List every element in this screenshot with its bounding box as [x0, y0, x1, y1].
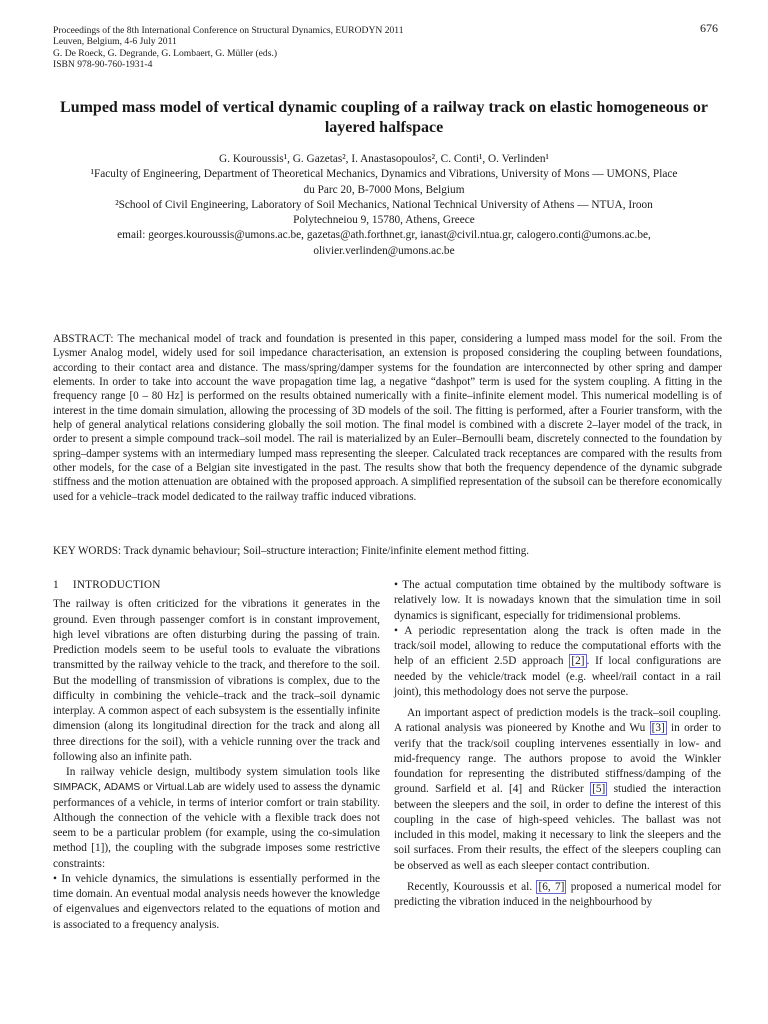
software-adams: ADAMS [104, 782, 141, 794]
paragraph-track-soil-coupling: An important aspect of prediction models is the track–soil coupling. A rational analysis was pioneered by Knothe and Wu [3] in order to verify that the track/soil coupling intervenes essentially in low- and mid-frequency range. The authors propose to avoid the Winkler foundation for representing the distributed stiffness/damping of the ground. Sarfield et al. [4] and Rücker [5] studied the interaction between the sleepers and the soil, in order to define the interest of this coupling in the case of high-speed vehicles. The ballast was not included in this model, making it necessary to link the sleepers and the soil surfaces. From their results, the effect of the sleepers coupling can be observed as well as each sleeper contact contribution. [394, 707, 721, 872]
author-names: G. Kouroussis¹, G. Gazetas², I. Anastasopoulos², C. Conti¹, O. Verlinden¹ [219, 153, 549, 165]
affiliation-1b: du Parc 20, B-7000 Mons, Belgium [303, 183, 465, 196]
header-line-1: Proceedings of the 8th International Conference on Structural Dynamics, EURODYN 2011 [53, 25, 404, 36]
affiliation-1a: ¹Faculty of Engineering, Department of Theoretical Mechanics, Dynamics and Vibrations, University of Mons — UMONS, Place [90, 168, 678, 181]
page-number: 676 [700, 21, 718, 35]
section-heading [53, 578, 380, 593]
citation-link-5[interactable]: [5] [592, 783, 606, 796]
software-virtuallab: Virtual.Lab [155, 782, 205, 794]
paragraph-recent-work: Recently, Kouroussis et al. [6, 7] proposed a numerical model for predicting the vibration induced in the neighbourhood by [394, 880, 721, 908]
right-column [394, 578, 721, 910]
keywords: KEY WORDS: Track dynamic behaviour; Soil–structure interaction; Finite/infinite element method fitting. [53, 545, 530, 557]
header-line-4: ISBN 978-90-760-1931-4 [53, 59, 153, 71]
citation-link-6-7[interactable]: [6, 7] [538, 880, 565, 893]
email-line-2: olivier.verlinden@umons.ac.be [313, 244, 455, 257]
email-line-1: email: georges.kouroussis@umons.ac.be, gazetas@ath.forthnet.gr, ianast@civil.ntua.gr, calogero.conti@umons.ac.be, [117, 229, 651, 242]
bullet-time-domain: • In vehicle dynamics, the simulations is essentially performed in the time domain. An eventual modal analysis needs however the knowledge of eigenvalues and eigenvectors related to the equations of motion and is associated to a frequency analysis. [53, 872, 380, 931]
affiliation-2b: Polytechneiou 9, 15780, Athens, Greece [293, 214, 475, 227]
left-column [53, 578, 380, 933]
affiliation-2a: ²School of Civil Engineering, Laboratory of Soil Mechanics, National Technical University of Athens — NTUA, Iroon [115, 198, 653, 211]
software-simpack: SIMPACK [53, 782, 99, 794]
paper-title: Lumped mass model of vertical dynamic coupling of a railway track on elastic homogeneous or layered halfspace [60, 99, 708, 136]
proceedings-header [53, 21, 718, 71]
author-block [40, 152, 728, 259]
section-number: 1 [53, 579, 59, 591]
abstract: ABSTRACT: The mechanical model of track and foundation is presented in this paper, considering a lumped mass model for the soil. From the Lysmer Analog model, widely used for soil impedance characterisation, an extension is proposed considering the coupling between foundations, according to their contact area and distance. The mass/spring/damper systems for the foundation are interconnected by other spring and damper elements. In order to take into account the wave propagation time lag, a negative “dashpot” term is used for the system coupling. A fitting in the frequency range [0 – 80 Hz] is performed on the results obtained numerically with a finite–infinite element model. This numerical modelling is of interest in the time domain simulation, allowing the processing of 3D models of the soil. The fitting is performed, after a Fourier transform, with the help of general analytical relations considering globally the soil motion. The final model is combined with a discrete 2–layer model of the track, in order to present a simple compound track–soil model. The rail is materialized by an Euler–Bernoulli beam, discretely connected to the foundation by spring–damper systems with an intermediary lumped mass representing the sleeper. Calculated track receptances are compared with the results from other models, for the case of a Belgian site investigated in the past. The results show that both the frequency dependence of the dynamic subgrade stiffness and the motion attenuation are obtained with the proposed approach. A simplified representation of the subsoil can be therefore economically used for a vehicle–track model dedicated to the railway traffic induced vibrations. [53, 333, 722, 503]
citation-link-3[interactable]: [3] [651, 722, 665, 735]
bullet-periodic-representation: • A periodic representation along the track is often made in the track/soil model, allowing to reduce the computational efforts with the help of an efficient 2.5D approach [2] . If local configurations are needed by the vehicle/track model (e.g. wheel/rail contact in a rail joint), this methodology does not serve the purpose. [394, 624, 721, 698]
intro-paragraph-2: In railway vehicle design, multibody system simulation tools like SIMPACK, ADAMS or Virtual.Lab are widely used to assess the dynamic performances of a vehicle, in terms of interior comfort or train stability. Although the connection of the vehicle with a flexible track does not seem to be a particular problem (for example, using the co-simulation method [1]), the coupling with the subgrade imposes some restrictive constraints: [53, 766, 380, 870]
bullet-computation-time: • The actual computation time obtained by the multibody software is relatively low. It is nowadays known that the simulation time in soil dynamics is significant, especially for tridimensional problems. [394, 579, 721, 622]
intro-paragraph-1: The railway is often criticized for the vibrations it generates in the ground. Even through passenger comfort is in constant improvement, high level vibrations are often disturbing during the passing of train. Prediction models seem to be useful tools to evaluate the vibrations transmitted by the railway vehicle to the track, and therefore to the soil. But the modelling of transmission of vibrations is complex, due to the difficulty in combining the vehicle–track and the track–soil dynamic interplay. A common aspect of each subsystem is the essentially infinite dimension (along its longitudinal direction for the track and along all three directions for the soil), with a vehicle running over the track and following also an infinite path. [53, 598, 380, 763]
section-title: INTRODUCTION [72, 579, 161, 591]
header-line-2: Leuven, Belgium, 4-6 July 2011 [53, 36, 177, 48]
citation-link-2[interactable]: [2] [571, 655, 585, 668]
header-line-3: G. De Roeck, G. Degrande, G. Lombaert, G. Müller (eds.) [53, 47, 278, 59]
